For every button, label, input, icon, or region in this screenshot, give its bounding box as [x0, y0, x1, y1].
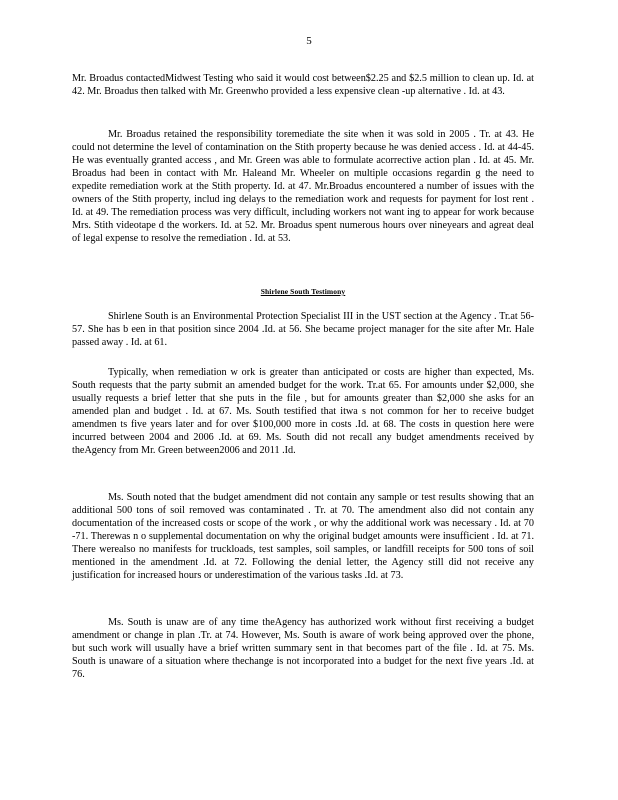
paragraph-5: Ms. South noted that the budget amendment did not contain any sample or test results showing that an additional 500 tons of soil removed was contaminated . Tr. at 70. The amendment also did not contain any documentation of the increased costs or scope of the work , or why the additional work was necessary . Id. at 70 -71. Therewas n o supplemental documentation on why the original budget amounts were insufficient . Id. at 71. There werealso no manifests for truckloads, test samples, soil samples, or landfill receipts for 500 tons of soil mentioned in the amendment .Id. at 72. Following the denial letter, the Agency still did not receive any justification for increased hours or underestimation of the various tasks .Id. at 73. [72, 492, 534, 581]
section-heading-text: Shirlene South Testimony [260, 287, 346, 296]
paragraph-4: Typically, when remediation w ork is greater than anticipated or costs are higher than expected, Ms. South requests that the party submit an amended budget for the work. Tr.at 65. For amounts under $2,000, she usually requests a brief letter that she puts in the file , but for amounts greater than $2,000 she asks for an amended plan and budget . Id. at 67. Ms. South testified that itwa s not common for her to receive budget amendmen ts five years later and for over $100,000 more in costs .Id. at 68. The costs in question here were incurred between 2004 and 2006 .Id. at 69. Ms. South did not recall any budget amendments received by theAgency from Mr. Green between2006 and 2011 .Id. [72, 367, 534, 456]
paragraph-5-block [72, 491, 534, 582]
section-heading [72, 285, 534, 298]
paragraph-3: Shirlene South is an Environmental Protection Specialist III in the UST section at the Agency . Tr.at 56-57. She has b een in that position since 2004 .Id. at 56. She became project manager for the site after Mr. Hale passed away . Id. at 61. [72, 311, 534, 348]
paragraph-1: Mr. Broadus contactedMidwest Testing who said it would cost between$2.25 and $2.5 million to clean up. Id. at 42. Mr. Broadus then talked with Mr. Greenwho provided a less expensive clean -up alternative . Id. at 43. [72, 73, 534, 97]
paragraph-6-block [72, 616, 534, 681]
paragraph-2-block [72, 128, 534, 245]
paragraph-4-block [72, 366, 534, 457]
paragraph-6: Ms. South is unaw are of any time theAgency has authorized work without first receiving a budget amendment or change in plan .Tr. at 74. However, Ms. South is aware of work being approved over the phone, but such work will usually have a brief written summary sent in that becomes part of the file . Id. at 75. Ms. South is unaware of a situation where thechange is not incorporated into a budget for the next five years .Id. at 76. [72, 617, 534, 680]
paragraph-1-block [72, 72, 534, 98]
paragraph-3-block [72, 310, 534, 349]
paragraph-2: Mr. Broadus retained the responsibility toremediate the site when it was sold in 2005 . Tr. at 43. He could not determine the level of contamination on the Stith property because he was denied access . Id. at 44-45. He was eventually granted access , and Mr. Green was able to formulate acorrective action plan . Id. at 45. Mr. Broadus had been in contact with Mr. Haleand Mr. Wheeler on multiple occasions regardin g the need to expedite remediation work at the Stith property. Id. at 47. Mr.Broadus encountered a number of issues with the owners of the Stith property, includ ing delays to the remediation work and requests for payment for lost rent . Id. at 49. The remediation process was very difficult, including workers not want ing to appear for work because Mrs. Stith videotape d the workers. Id. at 52. Mr. Broadus spent numerous hours over nineyears and agreat deal of legal expense to resolve the remediation . Id. at 53. [72, 129, 534, 244]
page-number: 5 [306, 35, 312, 47]
